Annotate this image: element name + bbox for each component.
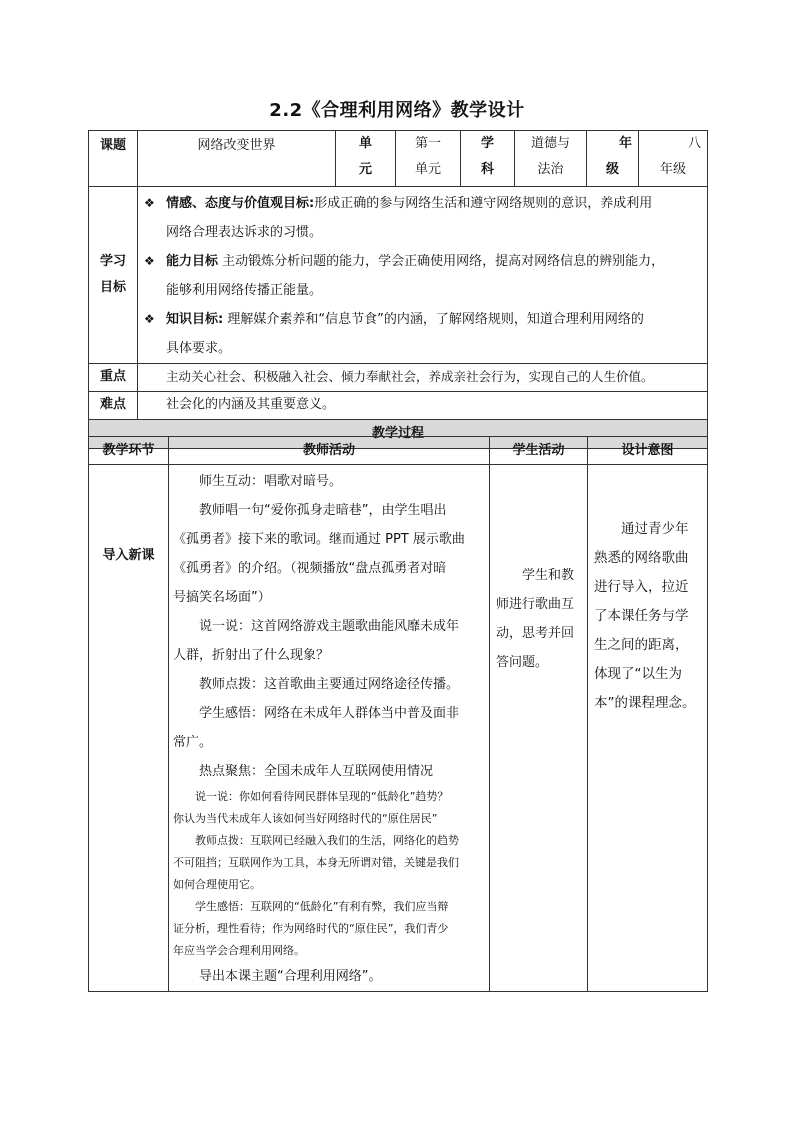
teacher-paragraph: 教师点拨：这首歌曲主要通过网络途径传播。 (199, 677, 460, 692)
teacher-paragraph-small: 学生感悟：互联网的“低龄化”有利有弊，我们应当辩 证分析，理性看待；作为网络时代的“原住民”，我们青少 年应当学会合理利用网络。 (173, 900, 449, 957)
document-title: 2.2《合理利用网络》教学设计 (269, 100, 525, 121)
objective-item: ❖ 知识目标: 理解媒介素养和“信息节食”的内涵，了解网络规则，知道合理利用网络的 具体要求。 (138, 305, 707, 363)
lesson-plan-table (88, 130, 708, 449)
difficulty-label: 难点 (89, 392, 138, 420)
lesson-value: 网络改变世界 (138, 131, 336, 187)
bullet-icon: ❖ (144, 312, 155, 326)
teacher-paragraph: 师生互动：唱歌对暗号。 (199, 474, 343, 489)
process-section-title: 教学过程 (89, 420, 708, 449)
bullet-icon: ❖ (144, 254, 155, 268)
teacher-paragraph: 学生感悟：网络在未成年人群体当中普及面非 常广。 (173, 706, 460, 750)
objectives-content (138, 187, 708, 364)
bullet-icon: ❖ (144, 196, 155, 210)
objective-item: ❖ 能力目标 主动锻炼分析问题的能力，学会正确使用网络，提高对网络信息的辨别能力， 能够利用网络传播正能量。 (138, 247, 707, 305)
unit-value: 第一 单元 (396, 131, 461, 187)
key-point-label: 重点 (89, 364, 138, 392)
teacher-paragraph: 热点聚焦：全国未成年人互联网使用情况 (199, 764, 434, 779)
column-header-design: 设计意图 (588, 437, 708, 465)
key-point-text: 主动关心社会、积极融入社会、倾力奉献社会，养成亲社会行为，实现自己的人生价值。 (138, 364, 708, 392)
teacher-paragraph-small: 说一说：你如何看待网民群体呈现的“低龄化”趋势？ 你认为当代未成年人该如何当好网络时代的“原住居民” (173, 790, 449, 825)
student-activity: 学生和教 师进行歌曲互 动，思考并回 答问题。 (490, 465, 588, 992)
column-header-student: 学生活动 (490, 437, 588, 465)
objective-item: ❖ 情感、态度与价值观目标:形成正确的参与网络生活和遵守网络规则的意识，养成利用 网络合理表达诉求的习惯。 (138, 189, 707, 247)
teacher-paragraph-small: 教师点拨：互联网已经融入我们的生活，网络化的趋势 不可阻挡；互联网作为工具，本身无所谓对错，关键是我们 如何合理使用它。 (173, 834, 459, 891)
column-header-teacher: 教师活动 (169, 437, 490, 465)
column-header-stage: 教学环节 (89, 437, 169, 465)
teacher-paragraph: 说一说：这首网络游戏主题歌曲能风靡未成年 人群，折射出了什么现象？ (173, 619, 460, 663)
stage-label: 导入新课 (89, 465, 169, 992)
subject-label: 学 科 (461, 131, 515, 187)
design-intent: 通过青少年 熟悉的网络歌曲 进行导入，拉近 了本课任务与学 生之间的距离， 体现了“以生为 本”的课程理念。 (588, 465, 708, 992)
grade-label: 年 级 (587, 131, 639, 187)
teacher-paragraph: 导出本课主题“合理利用网络”。 (199, 969, 382, 984)
difficulty-text: 社会化的内涵及其重要意义。 (138, 392, 708, 420)
lesson-label: 课题 (89, 131, 138, 187)
grade-value: 八 年级 (639, 131, 708, 187)
objectives-label: 学习 目标 (89, 187, 138, 364)
subject-value: 道德与 法治 (515, 131, 587, 187)
teacher-paragraph: 教师唱一句“爱你孤身走暗巷”，由学生唱出 《孤勇者》接下来的歌词。继而通过 PPT 展示歌曲 《孤勇者》的介绍。（视频播放“盘点孤勇者对暗 号搞笑名场面”） (173, 503, 465, 605)
process-table (88, 436, 708, 992)
unit-label: 单 元 (336, 131, 396, 187)
teacher-activity (169, 465, 490, 992)
